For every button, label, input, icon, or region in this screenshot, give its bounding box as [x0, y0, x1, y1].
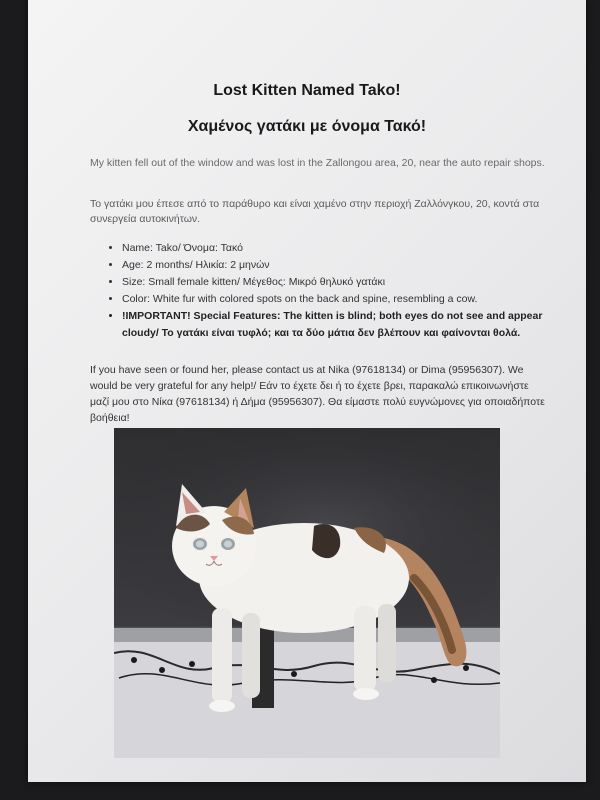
detail-size: • Size: Small female kitten/ Μέγεθος: Μικρό θηλυκό γατάκι	[122, 274, 570, 291]
detail-important: • !IMPORTANT! Special Features: The kitten is blind; both eyes do not see and appear cloudy/ Το γατάκι είναι τυφλό; και τα δύο μάτια δεν βλέπουν και φαίνονται θολά.	[122, 308, 570, 342]
detail-age: • Age: 2 months/ Ηλικία: 2 μηνών	[122, 257, 570, 274]
flyer-paper	[28, 0, 586, 782]
flyer-title-greek: Χαμένος γατάκι με όνομα Τακό!	[187, 118, 427, 135]
detail-name: • Name: Tako/ Όνομα: Τακό	[122, 240, 570, 257]
kitten-illustration	[114, 428, 500, 758]
detail-color: • Color: White fur with colored spots on the back and spine, resembling a cow.	[122, 291, 570, 308]
flyer-title-english: Lost Kitten Named Tako!	[213, 82, 401, 99]
intro-paragraph-english: My kitten fell out of the window and was lost in the Zallongou area, 20, near the auto repair shops.	[90, 157, 545, 169]
intro-paragraph-greek: Το γατάκι μου έπεσε από το παράθυρο και είναι χαμένο στην περιοχή Ζαλλόνγκου, 20, κοντά στα συνεργεία αυτοκινήτων.	[90, 198, 540, 225]
kitten-details-list	[102, 240, 570, 342]
kitten-photo	[114, 428, 500, 758]
contact-paragraph: If you have seen or found her, please contact us at Nika (97618134) or Dima (95956307). We would be very grateful for any help!/ Εάν το έχετε δει ή το έχετε βρει, παρακαλώ επικοινωνήστε μαζί μου στο Νίκα (97618134) ή Δήμα (95956307). Θα είμαστε πολύ ευγνώμονες για οποιαδήποτε βοήθεια!	[90, 364, 545, 424]
